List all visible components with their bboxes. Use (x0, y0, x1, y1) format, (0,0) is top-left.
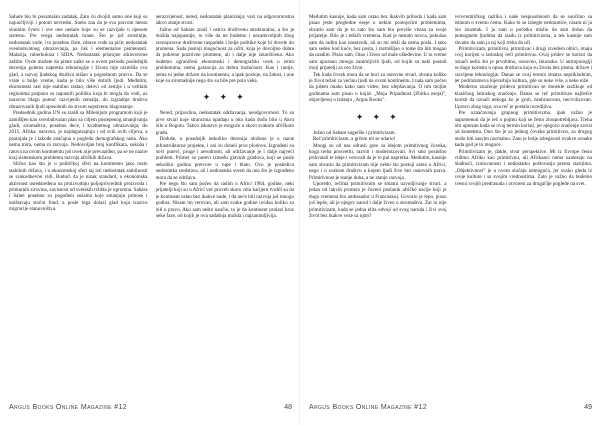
page-right (300, 0, 600, 425)
body-paragraph: Nered, prijavdina, nedostatak održavanja, neodgovornost. To su prve stvari koje strancima upadaju u oko kada dođu bilo u Akru bilo u Bogotu. Takvo iskustvo je moguće u skoro svakom afričkom gradu. (155, 110, 294, 136)
body-paragraph: Predsednik godina UN su izašli sa Milenijum programom koji je zamišljen kao sveobuhvatan plan sa ciljem postepenog smanjivanja gladi, siromaštva, posebno dece, i kvalitetnog obrazovanja; do 2015. Afrika, naravno, je najdugotrajnija i od svih ovih ciljeva, a postojala je i takođe značajna u pogledu demografskog rasta. Ako nema mira, nema ni razvoja. Nedovoljan broj konflikata, sukoba i ratova na ovom kontinentu još uvek nije prevaziđen, pa se ne nazire kraj sistemskom problemu razvoja afričkih država. (9, 110, 148, 161)
page-columns (9, 14, 294, 403)
page-footer (9, 404, 292, 412)
section-separator: ✦ ✦ ✦ (202, 93, 247, 104)
section-separator: ✦ ✦ ✦ (355, 112, 400, 123)
magazine-title: Argus Books Online Magazine #12 (9, 404, 128, 411)
body-paragraph: Južno od Sahare sugeriše i primitivizam. (313, 129, 396, 136)
page-footer (309, 404, 592, 412)
body-paragraph: Međutim kasnije, kada sam ostao bez ikakvih prihoda i kada sam pisao jeste pregledne eseje o nekim postojećim problemima, shvatio sam da je to zato što sam bio previše vezan za svoje prijatelje. Bilo je i teških vremena. Kad je nestalo novca, pokušao sam da radim kao nastavnik, ali su mi rekli da nema posla. I tako sam sedeo kod kuće, bez posla, i razmišljao o tome šta bih mogao da uradim. Pisao sam, čitao i živeo od male ušteđevine. U to vreme sam upoznao mnogo zanimljivih ljudi, od kojih su neki postali moji prijatelji za ceo život. (309, 14, 447, 72)
body-paragraph: Tek kada čovek mora da se bori za osnovne stvari, shvata koliko je život težak za većinu ljudi na ovom kontinentu. I tada sam počeo da pišem onako kako sam video, bez ulepšavanja. O tim mojim godinama sam pisao u knjizi „Moja Pripadnost (Zbirka eseja)”, objavljenoj u izdanju „Argus Books”. (309, 71, 447, 104)
body-paragraph: Reč primitivizam, a grčem mi se udario! (313, 136, 396, 143)
body-paragraph: Slično kao što je u političkoj sferi na kontinentu jako malo stabilnih država, i u ekonomskoj sferi taj isti nedostatak stabilnosti se svakodnevno vidi. Budući da je nizak standard, a ekonomska aktivnost usredsređena na proizvodnju poljoprivrednih proizvoda i primarnih sirovina, zavisnost od svetskih tržišta je ogromna. Sahara i Sahel posebno su pogođeni sušama koje smanjuju prinose i uništavaju stočni fond, a posle toga dolazi glad koja izaziva migracije stanovništva. (9, 161, 148, 213)
body-paragraph: Doduše, u posednjih nekoliko decenija uloženo je u razne infrastrukturne projekte, i oni su doneli prve plodove. Izgrađeni su novi putevi, pruge i aerodromi, ali održavanje je i dalje najveći problem. Primer su putevi između glavnih gradova, koji se posle nekoliko godina pretvore u rupe i blato. Ovo je posledica nedostatka sredstava, ali i nedostatka svesti da ono što je izgrađeno mora da se održava. (155, 136, 294, 181)
body-paragraph: Sahare bio bi posamalan zadatak. Zato ću dvojiti samo one koji su najuočljiviji i potom nevredni. Snelo zna da je sva pravom mestu sionnim čvoru i sve one nedaće koje su se razvijale u njenom sistemu. Pre svega nedostatak hrane. Što je još stroslnije, nedostatak vode, i to posebno čiste, zdrave vode za piće; nedostatak sveobuhvatnog obrazovanja, pa čak i elementarne pismenosti. Malarija, tuberkuloza i SIDA. Nedostatak pristojne zdravstvene zaštite. Ovde možete da pitate zašto se u ovom periodu poslednjih decenija golema napretka tehnologije i života nije razrešila ova glad, a razvoj ljudskog društva otišao u pogrešnom pravcu. Da se vrate u bolje vreme, kada je bilo više dobrih ljudi. Međutim, ekonomski rast nije stabilno rastao, delovi od zemlje i u velikim regionima potpuno su napustili politiku koja bi mogla da vodi, uz naravno blagu pomoć razvijenih zemalja, do izgradnje društva obrazovanih ljudi sposobnih da stvore sopstveno blagostanje. (9, 14, 148, 110)
body-paragraph: Uporedo, rečima primitivnim se smatra uzvodjivanje stvari, a jedan od takvih primera je čuveni poslanik afričke nacije koji je dugo vremena bio ambasador u Francuskoj. Govorio je lepo, pisao još lepše, ali je njegov narod i dalje živeo u siromaštvu. Zar to nije primitivizam, kada se jedna elita odvoji od svog naroda i živi svoj život bez ikakve veze sa njim? (309, 180, 447, 219)
body-paragraph: Južno od Sahare znači i ostrva društvenu strukturalnu, a što je možda najopasnije, to više da ne budemo i nezadovoljnih zbog ravnopravne društvene raspodele i bolje politike koje bi dovele do promena. Sada postoji mogućnost za očiti, koja je dovoljno dobra da pokrene pozitivne promene, ali i dalje nije iskorišćena. Ako budemo ograničeni ekonomski i demografski uvek u istim problemima, nema garancija za dobru budućnost. Kao i ranije, nema ni jedne države na kontinentu, a ipak postoje, na žalost, i one koje su siromašnije nego što su bile pre pola veka. (155, 26, 294, 85)
body-paragraph: Pre označavanja grupnog primitivizma, ipak važno je napomenuti da je reč o pojmu koji se često zloupotrebljava. Treba biti oprezan kada se ovaj termin koristi, jer njegovo značenje zavisi od konteksta. Ono što je za jednog čoveka primitivno, za drugog može biti sasvim normalno. Zato je bolje izbegavati ovakve oznake kada god je to moguće. (454, 110, 592, 149)
text-column (156, 14, 295, 403)
body-paragraph: nerazvijenost, nered, nedostatak planiranja; vezi na odgovornostna takvo stanje stvari. (155, 14, 294, 27)
page-number: 49 (584, 404, 592, 411)
body-paragraph: Primitivizam je, dakle, stvar perspektive. Mi iz Evrope često vidimo Afriku kao primitivnu, ali Afrikanci nama zameraju na hladnoći, izolovanosti i nedostatku poštovanja prema starijima. „Objektivnost” je u ovom slučaju nemoguća, jer svako gleda iz svoje kulture i sa svojim vrednostima. Zato je važno da budemo svesni svojih predrasuda i otvoreni za drugačije poglede na svet. (454, 148, 592, 187)
body-paragraph: Moderno značenje prideva primitivan se donekle razlikuje od klasičnog latinskog značenja. Danas se reč primitivan najčešće koristi da označi nekoga ko je grub, neobrazovan, necivilizovan. Upravo zbog toga, ova reč je postala uvredljiva. (454, 84, 592, 110)
text-column (309, 14, 447, 403)
text-column (9, 14, 148, 403)
body-paragraph: Mnogi su od nas odrasli gore sa idejom primitivnog čoveka, koga treba prosvetiti, razviti i modernizovati. Svi smo poslušno prihvatali te ideje i verovali da je to put napretka. Međutim, kasnije sam shvatio da primitivizam nije nešto što postoji samo u Africi, nego i u svakom društvu u kojem ljudi žive bez osnovnih prava. Primitivnost je stanje duha, a ne stanje razvoja. (309, 142, 447, 181)
body-paragraph: Pre nego što sam počeo da radim u Africi 1984. godine, neki prijatelji koji su u Africi već proveli skoro celu karijeru tvrdili su da je kontinent ostao bez ikakve nade, i da neće biti razvoja još mnogo godina. Nisam im verovao, ali sam svake godine uviđao koliko su bili u pravu. Ako sam nešto naučio, to je da kontinent prolazi kroz neke faze, od kojih je ova sadašnja možda i najzanimljivija. (155, 180, 294, 219)
page-columns (309, 14, 592, 403)
magazine-title: Argus Books Online Magazine #12 (309, 404, 428, 411)
text-column (455, 14, 593, 403)
page-number: 48 (284, 404, 292, 411)
body-paragraph: evrocentričkog razlika i naše nesposobnosti da se suočimo sa istinom o svemu čemu. Kako bi se izbegle nedoumice, nisam ni ja bio izuzetak. I ja sam u početku mislio da sam došao da pomognem ljudima da izađu iz primitivizma, a tek kasnije sam shvatio da sam ja taj koji treba da uči. (454, 14, 592, 46)
page-gutter (299, 0, 300, 425)
body-paragraph: Primitivizam, primitivni, primitivac i drugi izvedeni oblici, imaju svoj korijen u latinskoj reči primitivus. Ovaj pridev se koristi da označi nešto što je prvobitno, osnovno, iskonsko. U antropologiji se dugo koristio u opisu društava koja su živela bez pisma, države i razvijene tehnologije. Danas se ovaj termin smatra neprikladnim, jer podrazumeva hijerarhiju kultura, gde su neke više, a neke niže. (454, 46, 592, 85)
